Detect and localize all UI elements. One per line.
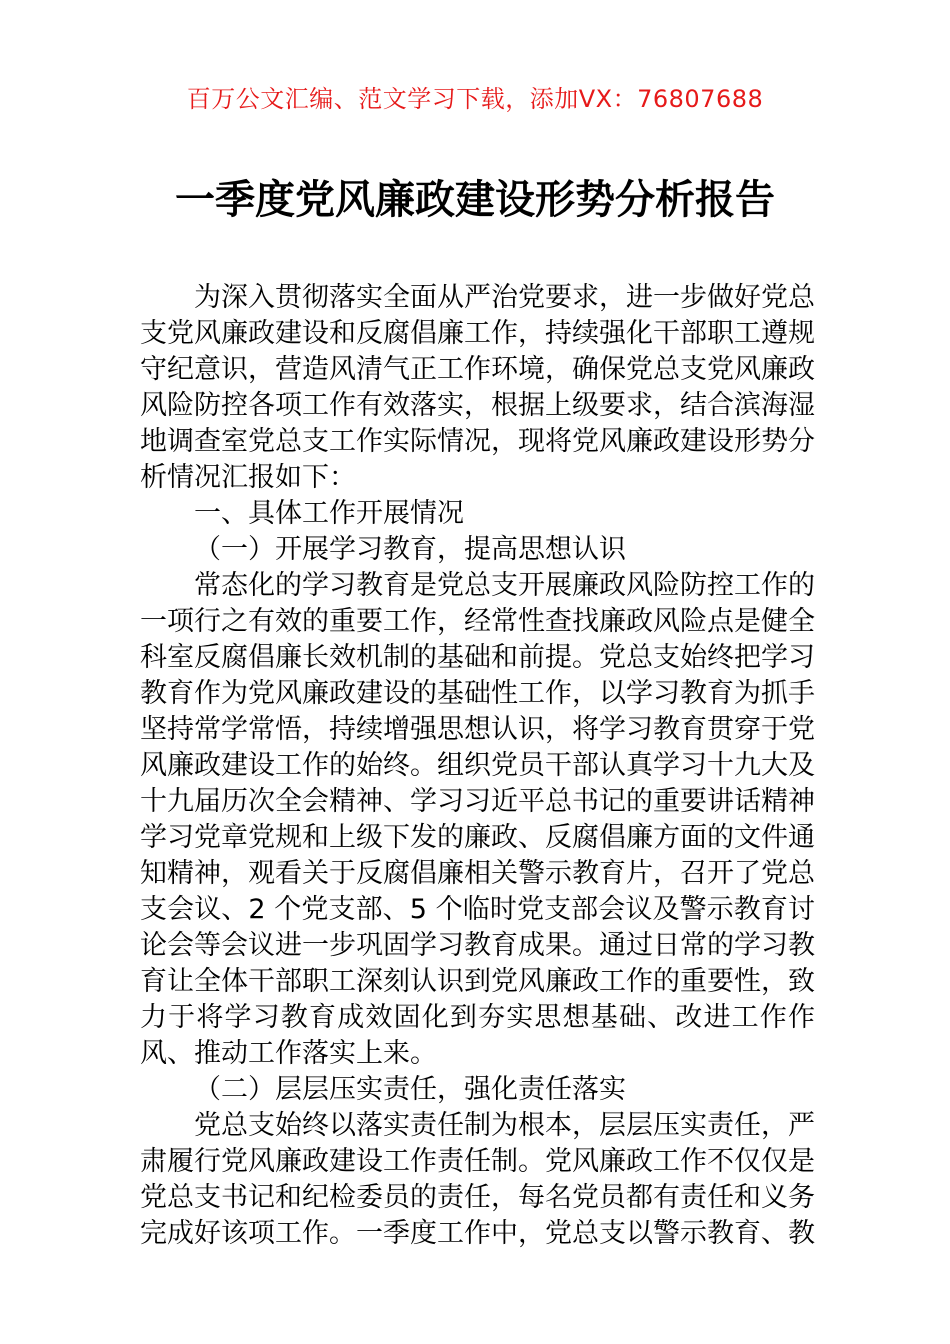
section-heading-1: 一、具体工作开展情况 bbox=[194, 498, 464, 529]
paragraph-intro: 为深入贯彻落实全面从严治党要求，进一步做好党总支党风廉政建设和反腐倡廉工作，持续强化干部职工遵规守纪意识，营造风清气正工作环境，确保党总支党风廉政风险防控各项工作有效落实，根据上级要求，结合滨海湿地调查室党总支工作实际情况，现将党风廉政建设形势分析情况汇报如下： bbox=[140, 282, 815, 493]
subsection-heading-1: （一）开展学习教育，提高思想认识 bbox=[194, 534, 626, 565]
subsection-heading-2: （二）层层压实责任，强化责任落实 bbox=[194, 1074, 626, 1105]
paragraph-learning-education: 常态化的学习教育是党总支开展廉政风险防控工作的一项行之有效的重要工作，经常性查找廉政风险点是健全科室反腐倡廉长效机制的基础和前提。党总支始终把学习教育作为党风廉政建设的基础性工作，以学习教育为抓手坚持常学常悟，持续增强思想认识，将学习教育贯穿于党风廉政建设工作的始终。组织党员干部认真学习十九大及十九届历次全会精神、学习习近平总书记的重要讲话精神学习党章党规和上级下发的廉政、反腐倡廉方面的文件通知精神，观看关于反腐倡廉相关警示教育片，召开了党总支会议、2 个党支部、5 个临时党支部会议及警示教育讨论会等会议进一步巩固学习教育成果。通过日常的学习教育让全体干部职工深刻认识到党风廉政工作的重要性，致力于将学习教育成效固化到夯实思想基础、改进工作作风、推动工作落实上来。 bbox=[140, 570, 815, 1069]
promo-banner: 百万公文汇编、范文学习下载，添加VX：76807688 bbox=[186, 85, 764, 113]
paragraph-responsibility: 党总支始终以落实责任制为根本，层层压实责任，严肃履行党风廉政建设工作责任制。党风廉政工作不仅仅是党总支书记和纪检委员的责任，每名党员都有责任和义务完成好该项工作。一季度工作中，党总支以警示教育、教 bbox=[140, 1110, 815, 1249]
document-body bbox=[140, 280, 815, 1252]
document-title: 一季度党风廉政建设形势分析报告 bbox=[175, 177, 775, 223]
